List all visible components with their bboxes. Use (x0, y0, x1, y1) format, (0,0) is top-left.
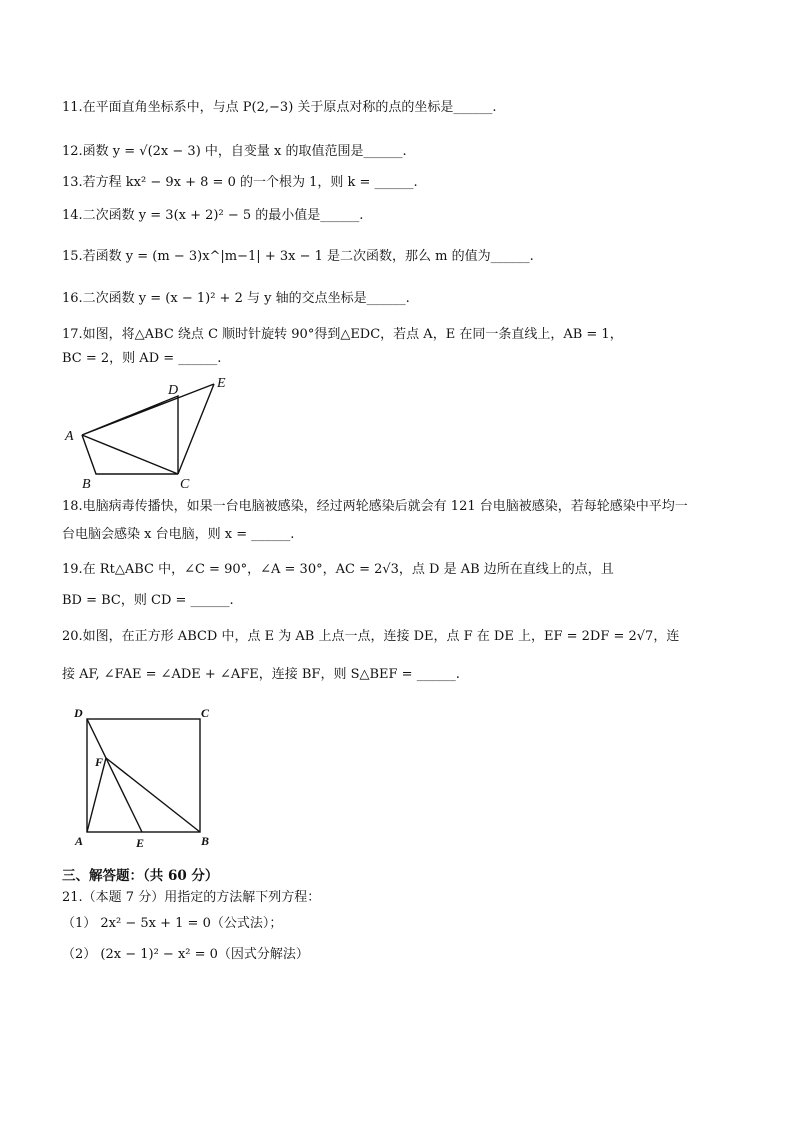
question-12: 12.函数 y = √(2x − 3) 中，自变量 x 的取值范围是______. (62, 144, 407, 159)
question-21-part2: （2） (2x − 1)² − x² = 0（因式分解法） (62, 947, 309, 962)
question-16: 16.二次函数 y = (x − 1)² + 2 与 y 轴的交点坐标是______. (62, 291, 410, 306)
question-18-line1: 18.电脑病毒传播快，如果一台电脑被感染，经过两轮感染后就会有 121 台电脑被感染，若每轮感染中平均一 (62, 499, 688, 514)
label-a: A (75, 834, 84, 848)
figure-20-square (70, 702, 220, 850)
question-21-part1: （1） 2x² − 5x + 1 = 0（公式法）； (62, 916, 283, 931)
label-d: D (74, 706, 83, 720)
label-e: E (217, 376, 226, 391)
question-11: 11.在平面直角坐标系中，与点 P(2,−3) 关于原点对称的点的坐标是______. (62, 100, 497, 115)
question-19-line1: 19.在 Rt△ABC 中，∠C = 90°，∠A = 30°，AC = 2√3，点 D 是 AB 边所在直线上的点，且 (62, 562, 614, 577)
question-17-line2: BC = 2，则 AD = ______. (62, 351, 222, 366)
question-20-line2: 接 AF, ∠FAE = ∠ADE + ∠AFE，连接 BF，则 S△BEF = ______. (62, 667, 460, 682)
question-21-intro: 21.（本题 7 分）用指定的方法解下列方程： (62, 890, 321, 905)
figure-17-triangles (60, 372, 240, 492)
section-3-title: 三、解答题：（共 60 分） (62, 868, 219, 884)
question-17-line1: 17.如图，将△ABC 绕点 C 顺时针旋转 90°得到△EDC，若点 A，E 在同一条直线上，AB = 1， (62, 327, 623, 342)
question-14: 14.二次函数 y = 3(x + 2)² − 5 的最小值是______. (62, 208, 364, 223)
label-e: E (136, 836, 145, 850)
label-a: A (65, 429, 74, 444)
question-13: 13.若方程 kx² − 9x + 8 = 0 的一个根为 1，则 k = ______. (62, 175, 418, 190)
label-b: B (82, 477, 91, 492)
question-18-line2: 台电脑会感染 x 台电脑，则 x = ______. (62, 527, 295, 542)
question-19-line2: BD = BC，则 CD = ______. (62, 593, 234, 608)
segment-de (87, 719, 142, 832)
label-f: F (95, 755, 104, 769)
label-b: B (201, 834, 210, 848)
label-c: C (201, 706, 210, 720)
segment-fb (106, 758, 200, 832)
triangle-abc (82, 435, 178, 474)
segment-fa (87, 758, 106, 832)
question-20-line1: 20.如图，在正方形 ABCD 中，点 E 为 AB 上点一点，连接 DE，点 F 在 DE 上，EF = 2DF = 2√7，连 (62, 629, 680, 644)
label-c: C (180, 477, 190, 492)
label-d: D (168, 383, 179, 398)
question-15: 15.若函数 y = (m − 3)x^|m−1| + 3x − 1 是二次函数，那么 m 的值为______. (62, 249, 534, 264)
triangle-edc (82, 384, 214, 474)
square-abcd (87, 719, 200, 832)
